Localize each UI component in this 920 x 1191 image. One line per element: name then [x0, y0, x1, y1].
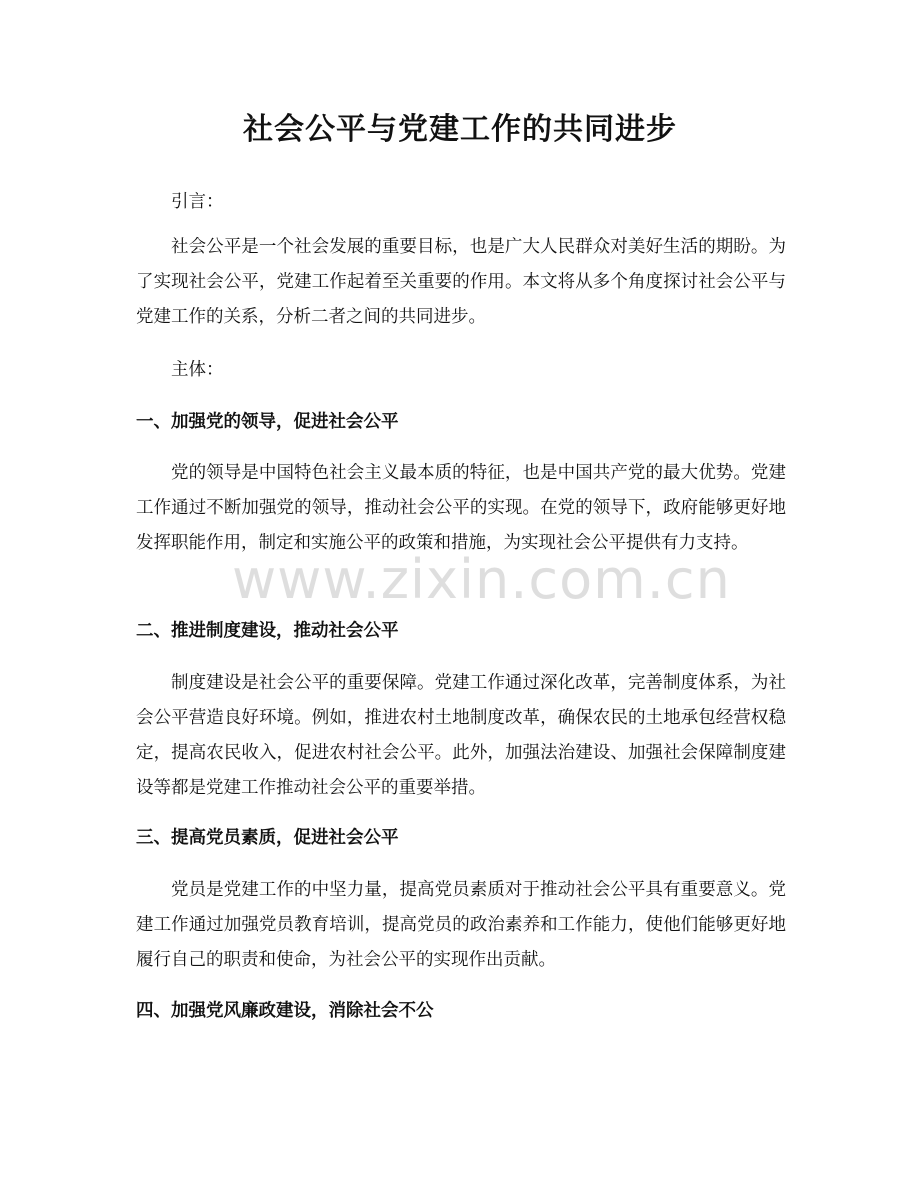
intro-paragraph: 社会公平是一个社会发展的重要目标，也是广大人民群众对美好生活的期盼。为了实现社会公平，党建工作起着至关重要的作用。本文将从多个角度探讨社会公平与党建工作的关系，分析二者之间的共同进步。: [136, 237, 786, 327]
section-paragraph-2: 制度建设是社会公平的重要保障。党建工作通过深化改革，完善制度体系，为社会公平营造良好环境。例如，推进农村土地制度改革，确保农民的土地承包经营权稳定，提高农民收入，促进农村社会公平。此外，加强法治建设、加强社会保障制度建设等都是党建工作推动社会公平的重要举措。: [136, 673, 786, 798]
section-paragraph-3: 党员是党建工作的中坚力量，提高党员素质对于推动社会公平具有重要意义。党建工作通过加强党员教育培训，提高党员的政治素养和工作能力，使他们能够更好地履行自己的职责和使命，为社会公平的实现作出贡献。: [136, 880, 786, 970]
intro-label: 引言：: [171, 192, 224, 212]
section-heading-3: 三、提高党员素质，促进社会公平: [136, 828, 399, 848]
body-label: 主体：: [171, 360, 224, 380]
section-paragraph-1: 党的领导是中国特色社会主义最本质的特征，也是中国共产党的最大优势。党建工作通过不断加强党的领导，推动社会公平的实现。在党的领导下，政府能够更好地发挥职能作用，制定和实施公平的政策和措施，为实现社会公平提供有力支持。: [136, 463, 786, 553]
section-heading-1: 一、加强党的领导，促进社会公平: [136, 412, 399, 432]
section-heading-4: 四、加强党风廉政建设，消除社会不公: [136, 1001, 434, 1021]
document-title: 社会公平与党建工作的共同进步: [243, 112, 677, 147]
watermark: www.zixin.com.cn: [232, 548, 731, 611]
section-heading-2: 二、推进制度建设，推动社会公平: [136, 621, 399, 641]
